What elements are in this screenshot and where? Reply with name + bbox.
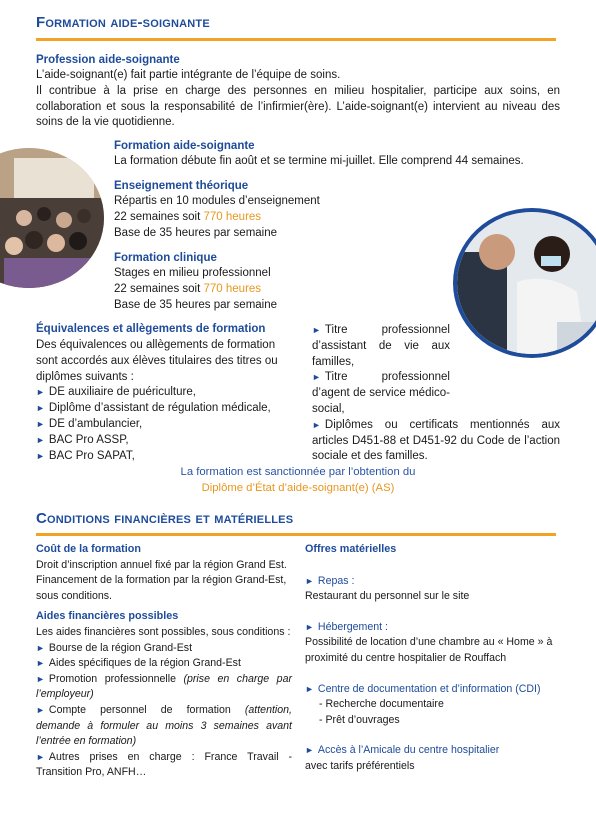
section1-underline xyxy=(36,38,556,41)
cdi-heading: ► Centre de documentation et d’information (CDI) xyxy=(305,682,541,695)
formation-text: La formation débute fin août et se termine mi-juillet. Elle comprend 44 semaines. xyxy=(114,155,524,167)
clinique-heading: Formation clinique xyxy=(114,252,217,264)
repas-text: Restaurant du personnel sur le site xyxy=(305,590,470,603)
profession-line-1: L’aide-soignant(e) fait partie intégrante de l’équipe de soins. xyxy=(36,69,341,81)
sanction-line-1: La formation est sanctionnée par l’obtention du xyxy=(180,466,416,478)
cout-heading: Coût de la formation xyxy=(36,543,141,555)
triangle-bullet-icon: ► xyxy=(312,325,321,335)
profession-text xyxy=(36,68,560,131)
equivalences-left xyxy=(36,338,294,464)
hebergement-text: Possibilité de location d’une chambre au « Home » à proximité du centre hospitalier de Rouffach xyxy=(305,636,553,664)
triangle-bullet-icon: ► xyxy=(305,621,314,632)
profession-line-2: Il contribue à la prise en charge des personnes en milieu hospitalier, participe aux soins, en collaboration et sous la responsabilité de l’infirmier(ère). L’aide-soignant(e) intervient au niveau des soins de la vie quotidienne. xyxy=(36,84,560,129)
enseignement-line-3: Base de 35 heures par semaine xyxy=(114,226,278,239)
clinique-hours: 770 heures xyxy=(203,282,262,295)
amicale-text: avec tarifs préférentiels xyxy=(305,759,415,772)
triangle-bullet-icon: ► xyxy=(36,658,45,669)
aide-item: ► Aides spécifiques de la région Grand-Est xyxy=(36,657,241,670)
profession-heading: Profession aide-soignante xyxy=(36,54,180,66)
repas-heading: ► Repas : xyxy=(305,574,355,587)
enseignement-line-2 xyxy=(114,210,320,226)
aide-item: ► Bourse de la région Grand-Est xyxy=(36,641,193,654)
equiv-item: ► BAC Pro SAPAT, xyxy=(36,449,135,462)
triangle-bullet-icon: ► xyxy=(36,387,45,398)
enseignement-hours: 770 heures xyxy=(203,210,262,223)
material-column xyxy=(305,542,561,775)
section1-title: Formation aide-soignante xyxy=(36,14,210,31)
cdi-item: - Recherche documentaire xyxy=(319,698,444,711)
classroom-photo xyxy=(0,148,104,288)
cout-p1: Droit d’inscription annuel fixé par la région Grand Est. xyxy=(36,558,287,571)
offres-heading: Offres matérielles xyxy=(305,543,397,555)
triangle-bullet-icon: ► xyxy=(36,704,45,715)
enseignement-heading: Enseignement théorique xyxy=(114,180,249,192)
equivalences-right xyxy=(312,323,560,465)
cdi-item: - Prêt d’ouvrages xyxy=(319,713,400,726)
equivalences-intro: Des équivalences ou allègements de formation sont accordés aux élèves titulaires des titres ou diplômes suivants : xyxy=(36,339,278,383)
financial-column xyxy=(36,542,292,781)
aides-heading: Aides financières possibles xyxy=(36,610,179,623)
triangle-bullet-icon: ► xyxy=(36,751,45,762)
equiv-item: ► Diplôme d’assistant de régulation médicale, xyxy=(36,402,271,415)
section2-title: Conditions financières et matérielles xyxy=(36,510,294,527)
equivalences-heading: Équivalences et allègements de formation xyxy=(36,323,266,335)
amicale-heading: ► Accès à l’Amicale du centre hospitalier xyxy=(305,744,500,757)
triangle-bullet-icon: ► xyxy=(36,418,45,429)
triangle-bullet-icon: ► xyxy=(36,673,45,684)
equiv-item: ► Titre professionnel d’agent de service médico-social, xyxy=(312,371,450,415)
aide-item: ► Promotion professionnelle (prise en charge par l’employeur) xyxy=(36,672,292,701)
triangle-bullet-icon: ► xyxy=(36,403,45,414)
sanction-diploma: Diplôme d’État d’aide-soignant(e) (AS) xyxy=(201,481,395,494)
triangle-bullet-icon: ► xyxy=(36,434,45,445)
sanction xyxy=(36,465,560,497)
enseignement-line-1: Répartis en 10 modules d’enseignement xyxy=(114,195,320,207)
clinique-line-2 xyxy=(114,282,277,298)
section2-underline xyxy=(36,533,556,536)
equiv-item: ► BAC Pro ASSP, xyxy=(36,433,129,446)
triangle-bullet-icon: ► xyxy=(312,419,321,430)
triangle-bullet-icon: ► xyxy=(36,642,45,653)
triangle-bullet-icon: ► xyxy=(305,683,314,694)
clinique-text xyxy=(114,266,277,313)
triangle-bullet-icon: ► xyxy=(312,372,321,383)
formation-heading: Formation aide-soignante xyxy=(114,140,255,152)
equiv-item: ► DE d’ambulancier, xyxy=(36,417,143,430)
clinique-line-3: Base de 35 heures par semaine xyxy=(114,298,278,311)
equiv-item: ► Diplômes ou certificats mentionnés aux articles D451-88 et D451-92 du Code de l’action sociale et des familles. xyxy=(312,418,560,463)
aide-item: ► Autres prises en charge : France Travail - Transition Pro, ANFH… xyxy=(36,750,292,779)
aides-intro: Les aides financières sont possibles, sous conditions : xyxy=(36,625,291,638)
hebergement-heading: ► Hébergement : xyxy=(305,620,388,633)
equiv-item: ► Titre professionnel d’assistant de vie aux familles, xyxy=(312,324,450,368)
clinique-line-1: Stages en milieu professionnel xyxy=(114,267,271,279)
clinique-weeks: 22 semaines soit xyxy=(114,282,204,295)
aide-item: ► Compte personnel de formation (attention, demande à formuler au moins 3 semaines avant l’entrée en formation) xyxy=(36,703,292,748)
enseignement-weeks: 22 semaines soit xyxy=(114,210,204,223)
equiv-item: ► DE auxiliaire de puériculture, xyxy=(36,386,196,399)
triangle-bullet-icon: ► xyxy=(36,450,45,461)
triangle-bullet-icon: ► xyxy=(305,575,314,586)
enseignement-text xyxy=(114,194,320,241)
triangle-bullet-icon: ► xyxy=(305,745,314,756)
cout-p2: Financement de la formation par la région Grand-Est, sous conditions. xyxy=(36,574,287,602)
